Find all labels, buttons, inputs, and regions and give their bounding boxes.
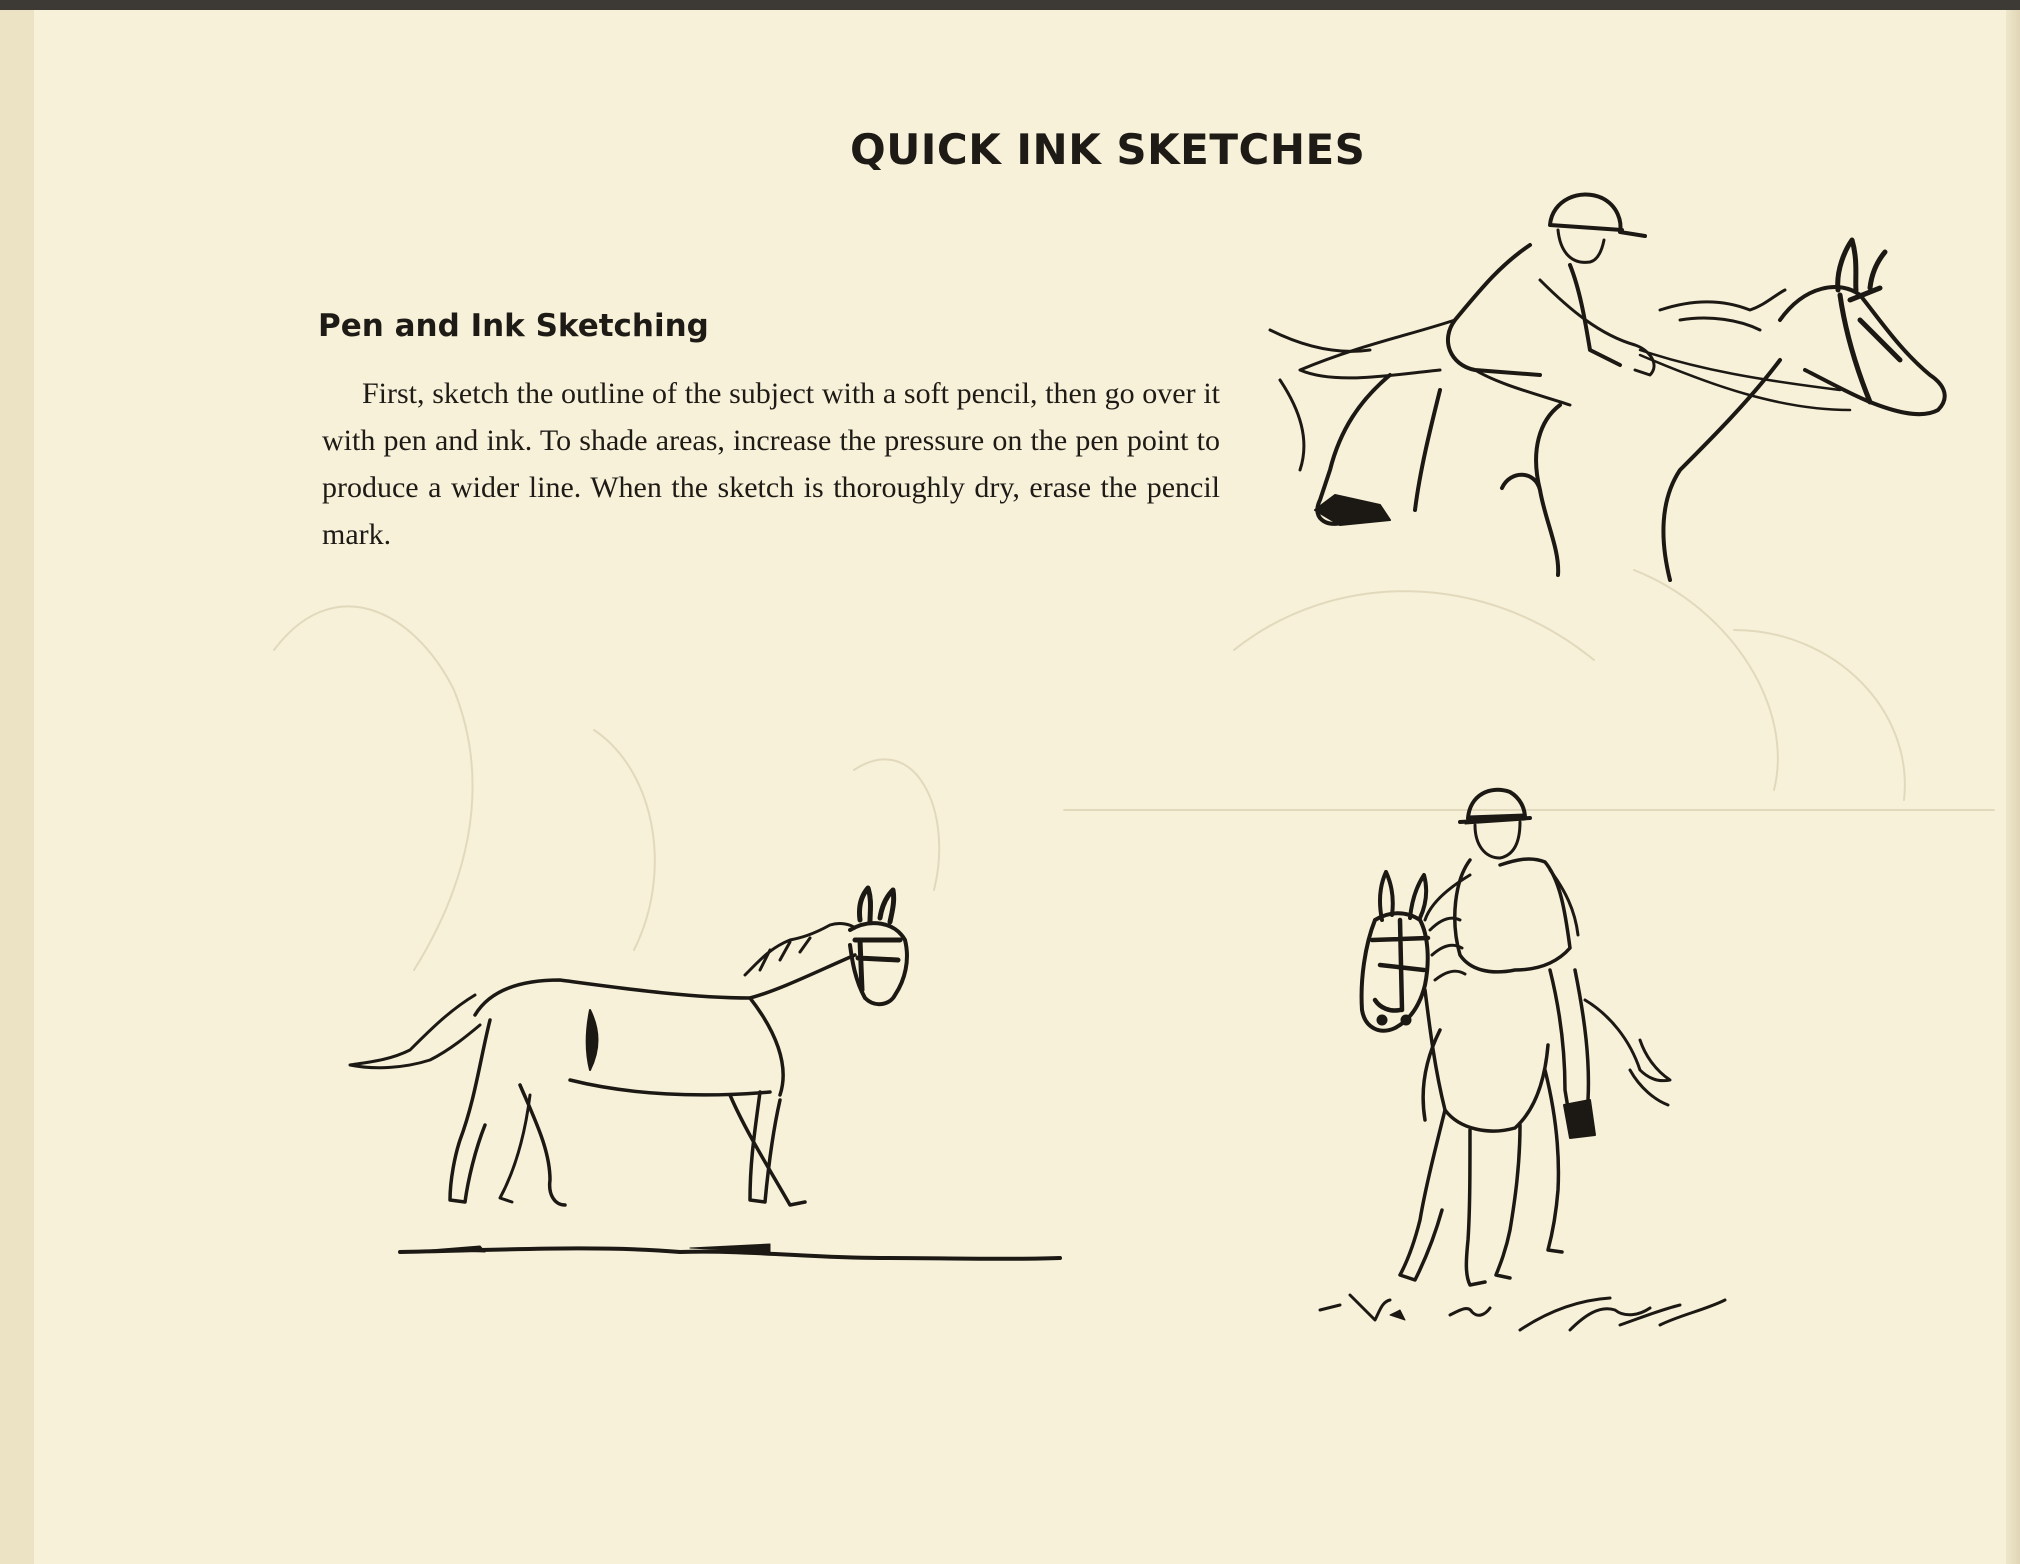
horse-body <box>1423 990 1548 1131</box>
ground-scribble <box>1320 1295 1725 1330</box>
rider-face <box>1558 230 1604 262</box>
rider-helmet <box>1550 194 1645 236</box>
horse-head <box>1362 913 1428 1030</box>
horse-head <box>1780 287 1945 414</box>
section-heading: Pen and Ink Sketching <box>318 308 709 344</box>
walking-horse-sketch <box>350 880 1070 1280</box>
horse-hind-legs <box>450 1020 565 1205</box>
rider-face <box>1475 822 1520 858</box>
horse-hind-legs <box>1496 1070 1562 1278</box>
rider-leg <box>1550 970 1588 1120</box>
horse-ears <box>859 888 893 922</box>
page-edge <box>2006 10 2020 1564</box>
horse-mane <box>745 924 855 975</box>
horse-ears <box>1838 240 1885 290</box>
horse-tail <box>350 995 480 1068</box>
horse-front-legs <box>1400 1110 1485 1285</box>
jumping-horse-rider-sketch <box>1240 170 1960 640</box>
horse-body <box>475 955 855 1015</box>
bridle <box>855 940 900 990</box>
page-title: QUICK INK SKETCHES <box>850 125 1366 174</box>
horse-front-legs <box>730 1092 805 1205</box>
horse-tail <box>1585 1000 1670 1105</box>
rider-boot <box>1564 1100 1595 1138</box>
front-facing-horse-rider-sketch <box>1320 770 1760 1370</box>
rider-body <box>1448 245 1620 375</box>
body-paragraph: First, sketch the outline of the subject with a soft pencil, then go over it with pen and ink. To shade areas, increase the pressure on the pen point to produce a wider line. When the sketch is thoroughly dry, erase the pencil mark. <box>322 377 1220 551</box>
horse-mane <box>1660 290 1785 330</box>
